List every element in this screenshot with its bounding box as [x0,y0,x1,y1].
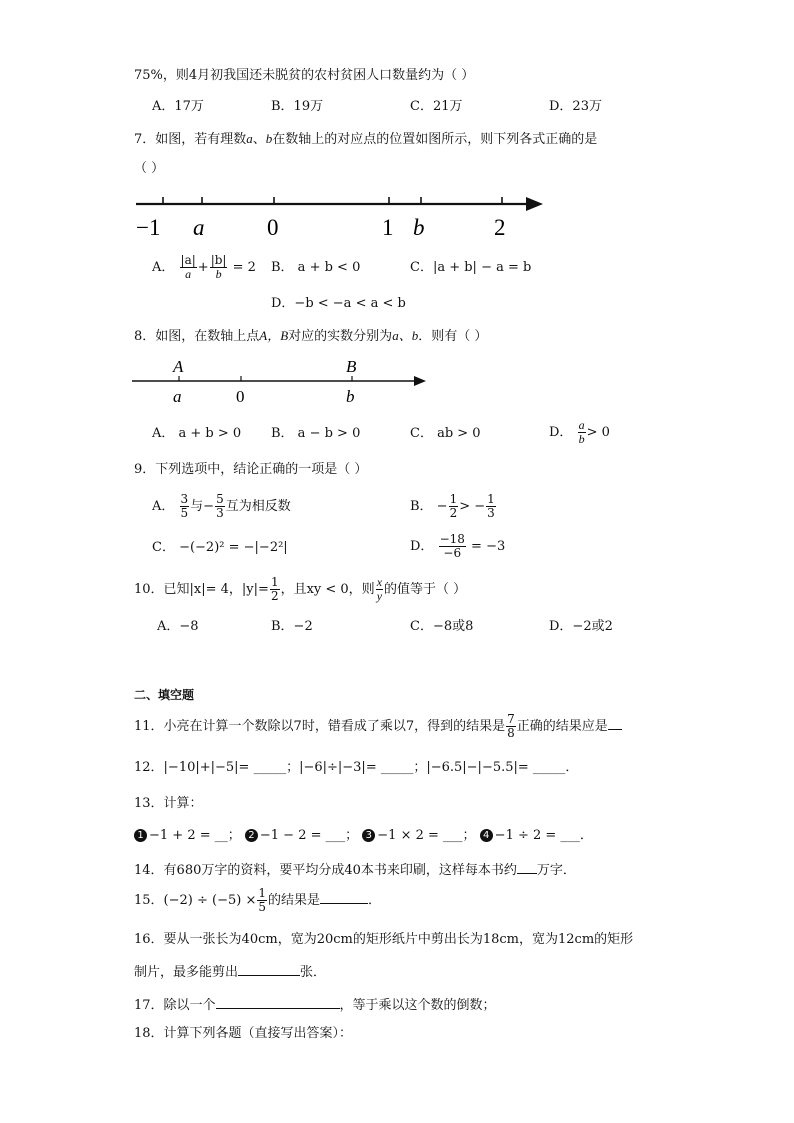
q10-frac-xy-num: x [376,575,383,589]
q7-axis-label-1: 1 [382,215,394,240]
q10-frac-xy [376,576,383,603]
q10-stem [134,575,466,605]
q9-frac-b2 [486,493,496,520]
q8-axis-label-b: b [346,387,355,406]
q10-option-a[interactable]: A．−8 [157,619,199,634]
q13-num-3: 3 [362,829,375,842]
q8-stem-text: 8．如图，在数轴上点 [134,329,260,344]
q8-axis-label-0: 0 [236,387,245,406]
q7-option-a[interactable]: A． $\frac{|a|}{a}$ + $\frac{|b|}{b}$ = 2 [152,253,256,281]
q7-option-d[interactable]: D．−b < −a < a < b [271,296,406,311]
q11-text-b: 正确的结果应是 [516,719,608,734]
q10-stem-a: 10．已知|x|= 4，|y|= [134,582,269,597]
q13-num-2: 2 [245,829,258,842]
q8-point-label-B: B [346,357,357,376]
q8-stem-vars: a、b [392,328,419,343]
q9-frac-d-den: −6 [443,546,462,560]
q8-frac-num: a [578,418,585,432]
q7-stem-end: 在数轴上的对应点的位置如图所示，则下列各式正确的是 [272,132,598,147]
q8-option-d[interactable] [549,418,610,448]
q9-frac-a2 [215,493,225,520]
q10-stem-c: 的值等于（ ） [384,582,467,597]
q6-option-d[interactable]: D．23万 [549,99,602,114]
q7-option-a-prefix: A． [152,260,175,275]
q16-answer-blank[interactable] [238,961,300,976]
q7-frac-b-den: b [215,267,222,281]
section-heading-fill-in: 二、填空题 [134,688,195,702]
q15 [134,886,381,916]
q9-frac-a2-num: 5 [216,492,224,506]
q17-answer-blank[interactable] [216,994,340,1009]
q8-option-c[interactable]: C． ab > 0 [410,426,481,441]
q6-stem-tail: 75%，则4月初我国还未脱贫的农村贫困人口数量约为（ ） [134,68,475,83]
q7-frac-a [180,254,197,281]
q7-frac-b [210,254,228,281]
q7-frac-b-num: |b| [210,253,227,267]
q9-frac-b1 [449,493,459,520]
q17 [134,994,496,1015]
q9-frac-b1-num: 1 [449,492,458,506]
q8-point-label-A: A [173,357,184,376]
q9-option-a-mid: 与− [190,499,215,514]
q8-option-d-tail: > 0 [586,425,610,440]
q8-frac-den: b [578,432,585,446]
q13-item-1: −1 + 2 = __； [149,828,241,843]
q15-answer-blank[interactable] [320,889,368,904]
q8-frac [578,419,586,446]
q9-frac-b2-den: 3 [487,506,495,520]
q13-title: 13．计算： [134,796,203,811]
q9-option-d[interactable] [410,532,505,562]
q7-option-a-tail: = 2 [232,260,256,275]
q9-frac-b1-den: 2 [449,506,458,520]
q15-frac-den: 5 [258,900,266,914]
q9-option-a-prefix: A． [152,499,175,514]
q15-text-a: 15．(−2) ÷ (−5) × [134,893,257,908]
q11-frac [506,713,516,740]
q9-frac-d [439,533,466,560]
q10-option-c[interactable]: C．−8或8 [410,619,474,634]
q9-stem: 9．下列选项中，结论正确的一项是（ ） [134,462,368,477]
q7-option-b[interactable]: B． a + b < 0 [271,260,361,275]
q11-text-a: 11．小亮在计算一个数除以7时，错看成了乘以7，得到的结果是 [134,719,506,734]
q7-sep: 、 [252,132,266,147]
q17-text-b: ，等于乘以这个数的倒数； [339,998,496,1013]
q8-option-d-prefix: D． [549,425,573,440]
q9-option-b[interactable] [410,492,497,522]
q14-answer-blank[interactable] [517,859,537,874]
q7-stem-text: 7．如图，若有理数 [134,132,247,147]
q13-item-4: −1 ÷ 2 = ___． [494,828,593,843]
q13-item-3: −1 × 2 = ___； [377,828,476,843]
q8-axis-label-a: a [173,387,182,406]
q10-option-b[interactable]: B．−2 [271,619,313,634]
q15-frac-num: 1 [258,886,266,900]
q9-frac-b2-num: 1 [487,492,495,506]
q11-frac-den: 8 [507,726,515,740]
q7-number-line [130,188,550,244]
q15-text-b: 的结果是 [267,893,320,908]
q9-frac-a2-den: 3 [216,506,224,520]
q10-frac-y-den: 2 [270,589,279,603]
q6-option-b[interactable]: B．19万 [271,99,324,114]
q8-stem-mid: 对应的实数分别为 [288,329,393,344]
q7-axis-label-2: 2 [494,215,506,240]
q6-option-a[interactable]: A．17万 [152,99,204,114]
q13-item-2: −1 − 2 = ___； [259,828,359,843]
q16-text-b: 张． [300,965,327,980]
q7-axis-label-neg1: −1 [136,215,161,240]
q7-frac-a-num: |a| [180,253,196,267]
q14-text-a: 14．有680万字的资料，要平均分成40本书来印刷，这样每本书约 [134,863,517,878]
q10-frac-y-num: 1 [270,575,279,589]
q7-var-a: a [246,131,253,146]
q9-option-b-mid: > − [459,499,486,514]
q10-frac-xy-den: y [376,589,383,603]
q8-stem [134,327,487,346]
q7-option-c[interactable]: C．|a + b| − a = b [410,260,532,275]
q7-stem-line2: （ ） [134,161,165,176]
q13-num-4: 4 [480,829,493,842]
q9-option-a-end: 互为相反数 [225,499,291,514]
q16-text-a: 制片，最多能剪出 [134,965,239,980]
q8-stem-points: A，B [259,328,289,343]
q8-option-b[interactable]: B． a − b > 0 [271,426,361,441]
q16-line1: 16．要从一张长为40cm，宽为20cm的矩形纸片中剪出长为18cm，宽为12cm的矩形 [134,932,634,947]
q11 [134,712,622,742]
q7-axis-label-a: a [193,215,205,240]
q8-stem-end: ．则有（ ） [418,329,488,344]
q12: 12．|−10|+|−5|= _____；|−6|÷|−3|= _____；|−6.5|−|−5.5|= _____． [134,760,579,775]
q6-option-c[interactable]: C．21万 [410,99,463,114]
q9-option-c[interactable]: C． −(−2)² = −|−2²| [152,540,288,555]
q7-frac-a-den: a [185,267,192,281]
q8-option-a[interactable]: A． a + b > 0 [152,426,242,441]
q9-frac-a1-den: 5 [180,506,189,520]
q9-frac-a1 [180,493,190,520]
q9-option-d-prefix: D． [410,539,434,554]
q7-var-b: b [265,131,273,146]
q13-num-1: 1 [134,829,147,842]
q9-option-a[interactable] [152,492,291,522]
q7-stem [134,130,597,149]
q14-text-b: 万字． [536,863,576,878]
q7-axis-label-b: b [413,215,425,240]
q7-axis-label-0: 0 [267,215,279,240]
q8-number-line [130,354,430,408]
q9-frac-d-num: −18 [439,532,465,546]
q9-option-d-tail: = −3 [471,539,506,554]
q13-items [134,827,593,845]
q14 [134,859,576,880]
q9-frac-a1-num: 3 [180,492,189,506]
q11-frac-num: 7 [507,712,515,726]
q10-stem-b: ，且xy < 0，则 [280,582,375,597]
q15-frac [257,887,267,914]
q9-option-b-prefix: B． − [410,499,448,514]
q11-answer-blank[interactable] [608,715,622,730]
q16-line2 [134,961,326,982]
q15-text-c: ． [368,893,382,908]
q10-frac-y [270,576,280,603]
q18: 18．计算下列各题（直接写出答案）： [134,1026,353,1041]
q10-option-d[interactable]: D．−2或2 [549,619,613,634]
q17-text-a: 17．除以一个 [134,998,216,1013]
